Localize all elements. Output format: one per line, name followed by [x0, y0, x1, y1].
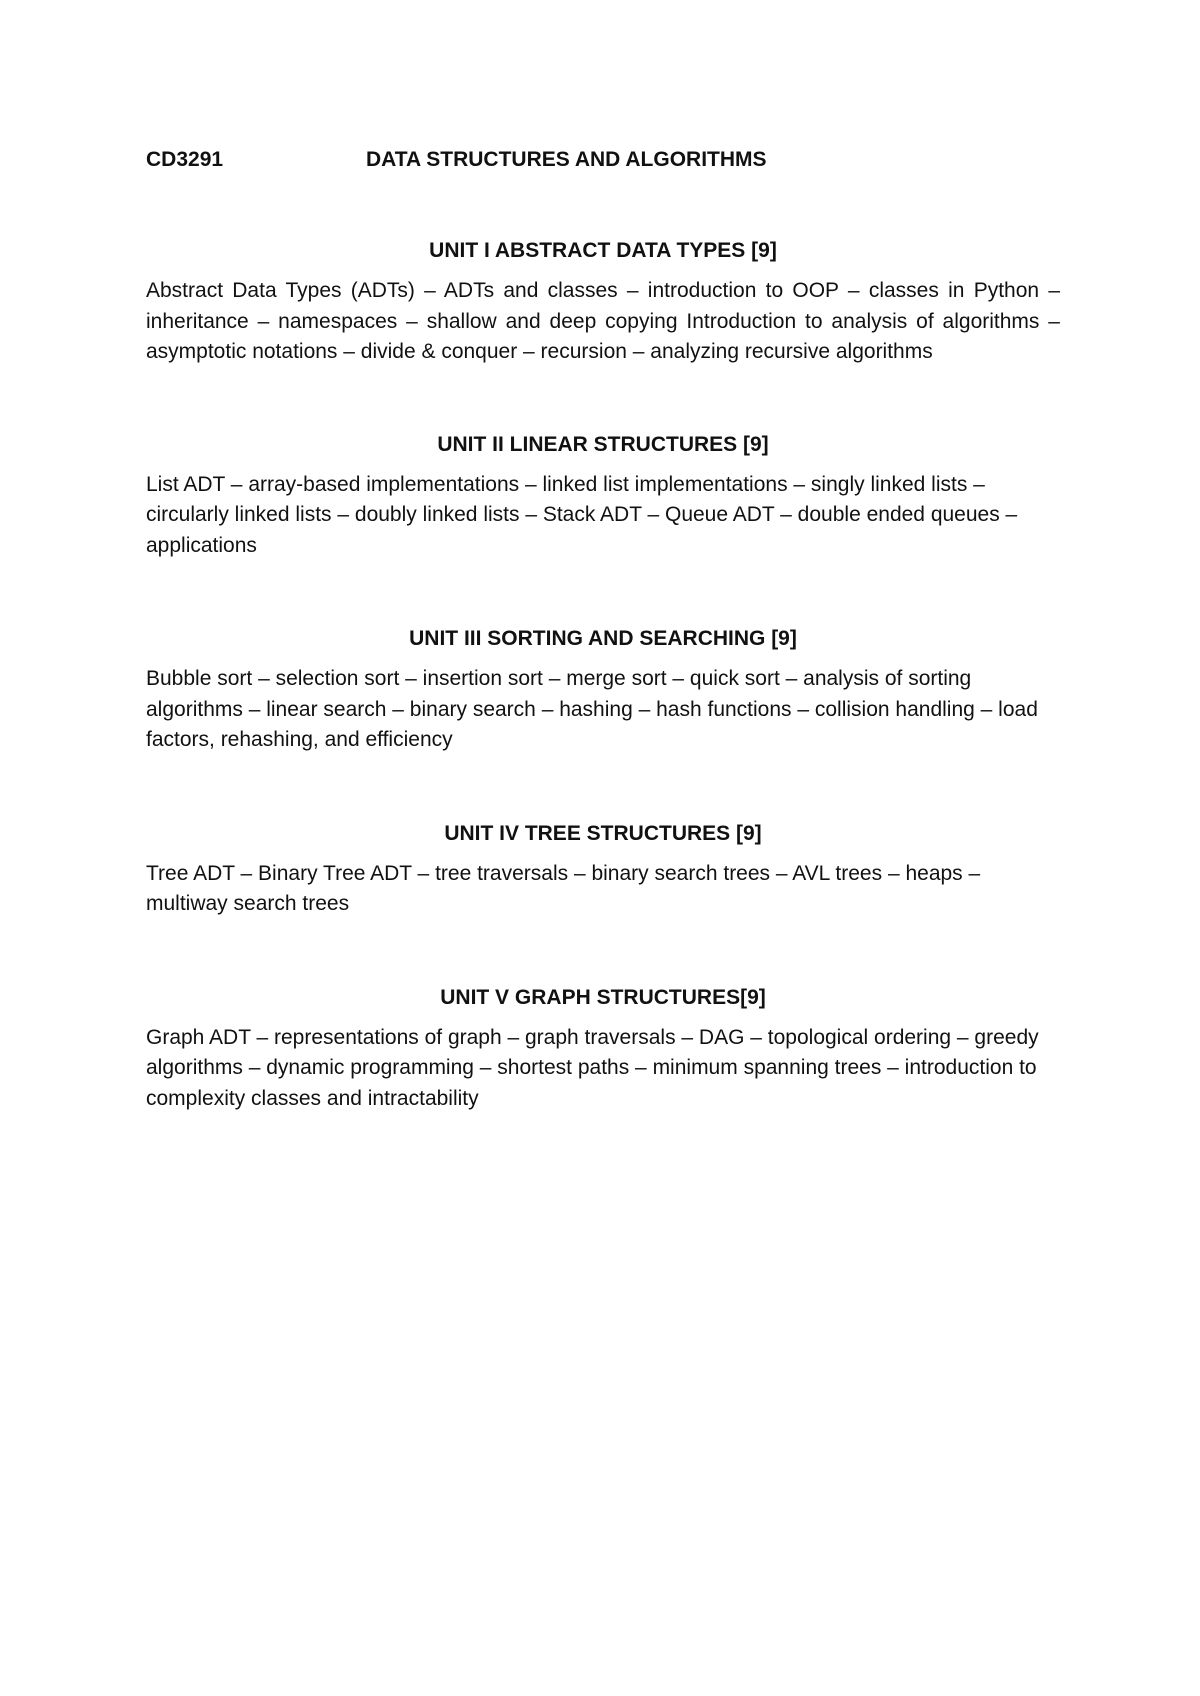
unit-title: UNIT I ABSTRACT DATA TYPES [9] [429, 239, 777, 262]
unit-section-1 [146, 237, 1060, 368]
unit-description: Bubble sort – selection sort – insertion sort – merge sort – quick sort – analysis of sorting algorithms – linear search – binary search – hashing – hash functions – collision handling – load factors, rehashing, and efficiency [146, 667, 1038, 751]
unit-title: UNIT II LINEAR STRUCTURES [9] [437, 432, 769, 456]
unit-title: UNIT V GRAPH STRUCTURES[9] [440, 985, 766, 1009]
unit-description: Abstract Data Types (ADTs) – ADTs and classes – introduction to OOP – classes in Python –inheritance – namespaces – shallow and deep copying Introduction to analysis of algorithms – asymptotic notations – divide & conquer – recursion – analyzing recursive algorithms [146, 279, 1060, 363]
course-header [146, 146, 1060, 174]
syllabus-page [146, 146, 1060, 1114]
course-title: DATA STRUCTURES AND ALGORITHMS [366, 148, 767, 171]
unit-section-5 [146, 984, 1060, 1115]
unit-description: Graph ADT – representations of graph – graph traversals – DAG – topological ordering – greedy algorithms – dynamic programming – shortest paths – minimum spanning trees – introduction to complexity classes and intractability [146, 1025, 1039, 1110]
unit-title: UNIT IV TREE STRUCTURES [9] [444, 821, 762, 845]
unit-section-2 [146, 431, 1060, 562]
unit-section-3 [146, 625, 1060, 756]
unit-description: Tree ADT – Binary Tree ADT – tree traversals – binary search trees – AVL trees – heaps – multiway search trees [146, 861, 981, 915]
unit-title: UNIT III SORTING AND SEARCHING [9] [409, 627, 797, 650]
unit-section-4 [146, 820, 1060, 920]
unit-description: List ADT – array-based implementations – linked list implementations – singly linked lists –circularly linked lists – doubly linked lists – Stack ADT – Queue ADT – double ended queues –applications [146, 472, 1018, 557]
course-code: CD3291 [146, 148, 224, 171]
